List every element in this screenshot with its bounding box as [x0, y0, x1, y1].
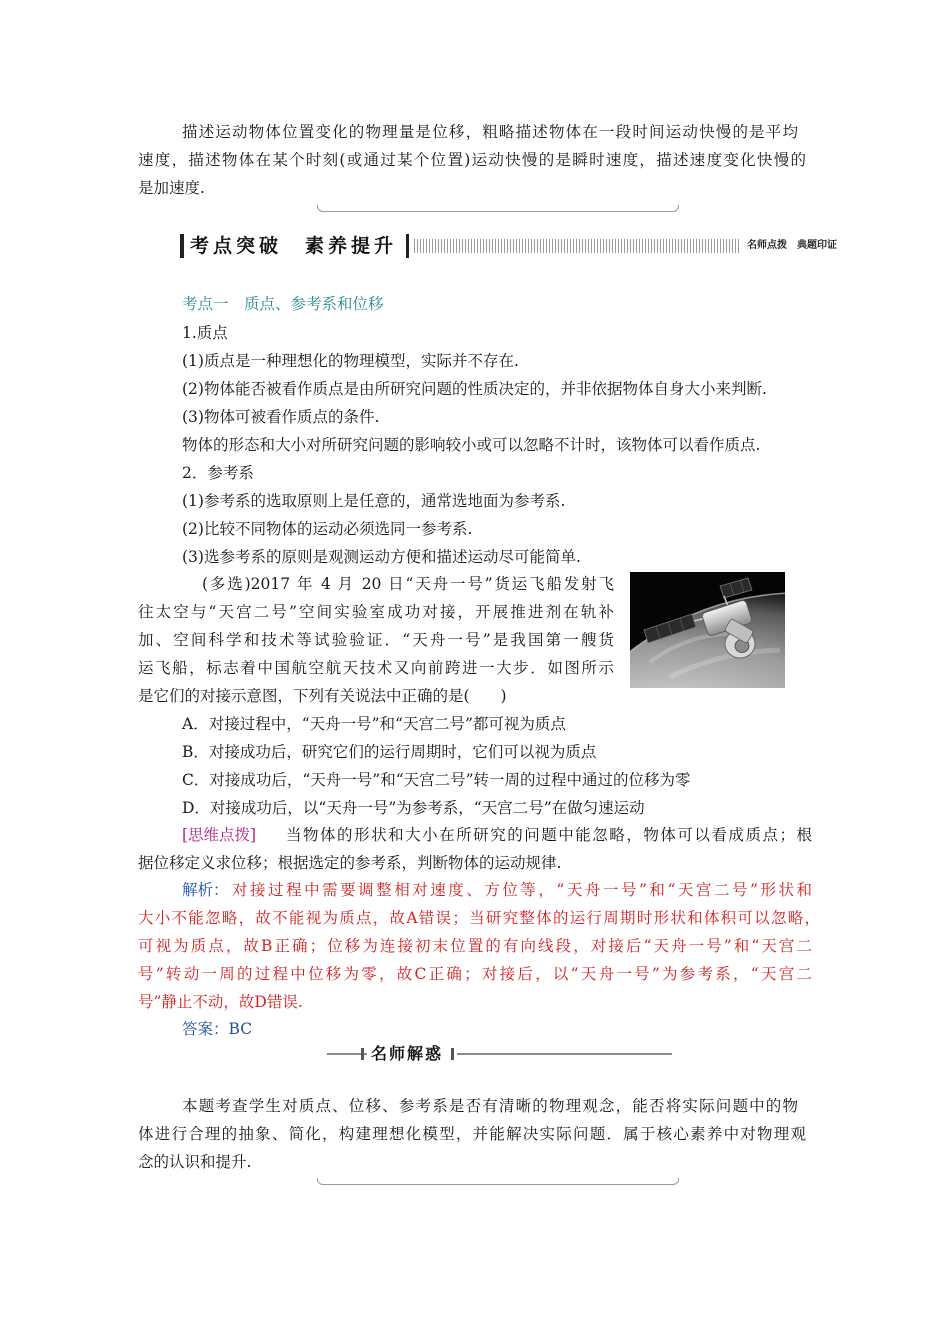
hint-line-2: 据位移定义求位移；根据选定的参考系，判断物体的运动规律. — [138, 854, 562, 872]
analysis-line-1: 对接过程中需要调整相对速度、方位等，“天舟一号”和“天宫二号”形状和 — [232, 881, 812, 899]
option-b: B．对接成功后，研究它们的运行周期时，它们可以视为质点 — [182, 743, 597, 761]
section-line: (2)物体能否被看作质点是由所研究问题的性质决定的，并非依据物体自身大小来判断. — [182, 380, 767, 398]
analysis-label: 解析： — [182, 881, 229, 899]
analysis-line: 可视为质点，故B正确；位移为连接初末位置的有向线段，对接后“天舟一号”和“天宫二 — [138, 937, 812, 955]
teacher-line: 念的认识和提升. — [138, 1153, 252, 1171]
analysis-line: 大小不能忽略，故不能视为质点，故A错误；当研究整体的运行周期时形状和体积可以忽略， — [138, 909, 820, 927]
section-line: (1)质点是一种理想化的物理模型，实际并不存在. — [182, 352, 519, 370]
intro-line-2: 速度，描述物体在某个时刻(或通过某个位置)运动快慢的是瞬时速度，描述速度变化快慢的 — [138, 151, 806, 169]
option-a: A．对接过程中，“天舟一号”和“天宫二号”都可视为质点 — [182, 715, 566, 733]
question-line: 是它们的对接示意图，下列有关说法中正确的是( ) — [138, 687, 507, 705]
hint-line-1: 当物体的形状和大小在所研究的问题中能忽略，物体可以看成质点；根 — [286, 826, 812, 844]
teacher-cap-left — [361, 1048, 364, 1060]
question-line: (多选)2017 年 4 月 20 日“天舟一号”货运飞船发射飞 — [202, 575, 614, 593]
section-line: 物体的形态和大小对所研究问题的影响较小或可以忽略不计时，该物体可以看作质点. — [182, 436, 761, 454]
hint-tag: [思维点拨] — [182, 826, 257, 844]
section-line: (1)参考系的选取原则上是任意的，通常选地面为参考系. — [182, 492, 566, 510]
banner-bar-2 — [406, 234, 409, 258]
option-c: C．对接成功后，“天舟一号”和“天宫二号”转一周的过程中通过的位移为零 — [182, 771, 691, 789]
answer-label — [182, 1019, 252, 1039]
banner-bar — [180, 234, 184, 258]
spacecraft-illustration — [630, 572, 785, 688]
banner-subtitle: 名师点拨 典题印证 — [739, 239, 845, 253]
intro-line-3: 是加速度. — [138, 179, 205, 197]
section-line: (3)物体可被看作质点的条件. — [182, 408, 380, 426]
answer-value: BC — [228, 1020, 253, 1038]
divider-top — [317, 205, 679, 212]
analysis-line: 号”静止不动，故D错误. — [138, 993, 303, 1011]
divider-bottom — [317, 1178, 679, 1185]
section-line: 1.质点 — [182, 324, 228, 342]
section-heading: 考点一 质点、参考系和位移 — [182, 295, 384, 313]
section-line: (3)选参考系的原则是观测运动方便和描述运动尽可能简单. — [182, 548, 581, 566]
docking-photo — [630, 572, 785, 688]
option-d: D．对接成功后，以“天舟一号”为参考系，“天宫二号”在做匀速运动 — [182, 799, 645, 817]
section-banner — [180, 232, 845, 260]
section-line: 2．参考系 — [182, 464, 254, 482]
teacher-line: 本题考查学生对质点、位移、参考系是否有清晰的物理观念，能否将实际问题中的物 — [182, 1097, 798, 1115]
teacher-line: 体进行合理的抽象、简化，构建理想化模型，并能解决实际问题．属于核心素养中对物理观 — [138, 1125, 806, 1143]
teacher-rule-right — [457, 1053, 672, 1055]
teacher-banner — [327, 1044, 672, 1064]
question-line: 加、空间科学和技术等试验验证．“天舟一号”是我国第一艘货 — [138, 631, 614, 649]
answer-label-text: 答案： — [182, 1020, 229, 1038]
analysis-line: 号”转动一周的过程中位移为零，故C正确；对接后，以“天舟一号”为参考系，“天宫二 — [138, 965, 812, 983]
question-line: 往太空与“天宫二号”空间实验室成功对接，开展推进剂在轨补 — [138, 603, 614, 621]
section-line: (2)比较不同物体的运动必须选同一参考系. — [182, 520, 473, 538]
banner-title: 考点突破 素养提升 — [190, 235, 398, 257]
teacher-title: 名师解惑 — [370, 1044, 443, 1063]
question-line: 运飞船，标志着中国航空航天技术又向前跨进一大步．如图所示 — [138, 659, 614, 677]
intro-line-1: 描述运动物体位置变化的物理量是位移，粗略描述物体在一段时间运动快慢的是平均 — [182, 123, 798, 141]
teacher-cap-right — [451, 1048, 454, 1060]
